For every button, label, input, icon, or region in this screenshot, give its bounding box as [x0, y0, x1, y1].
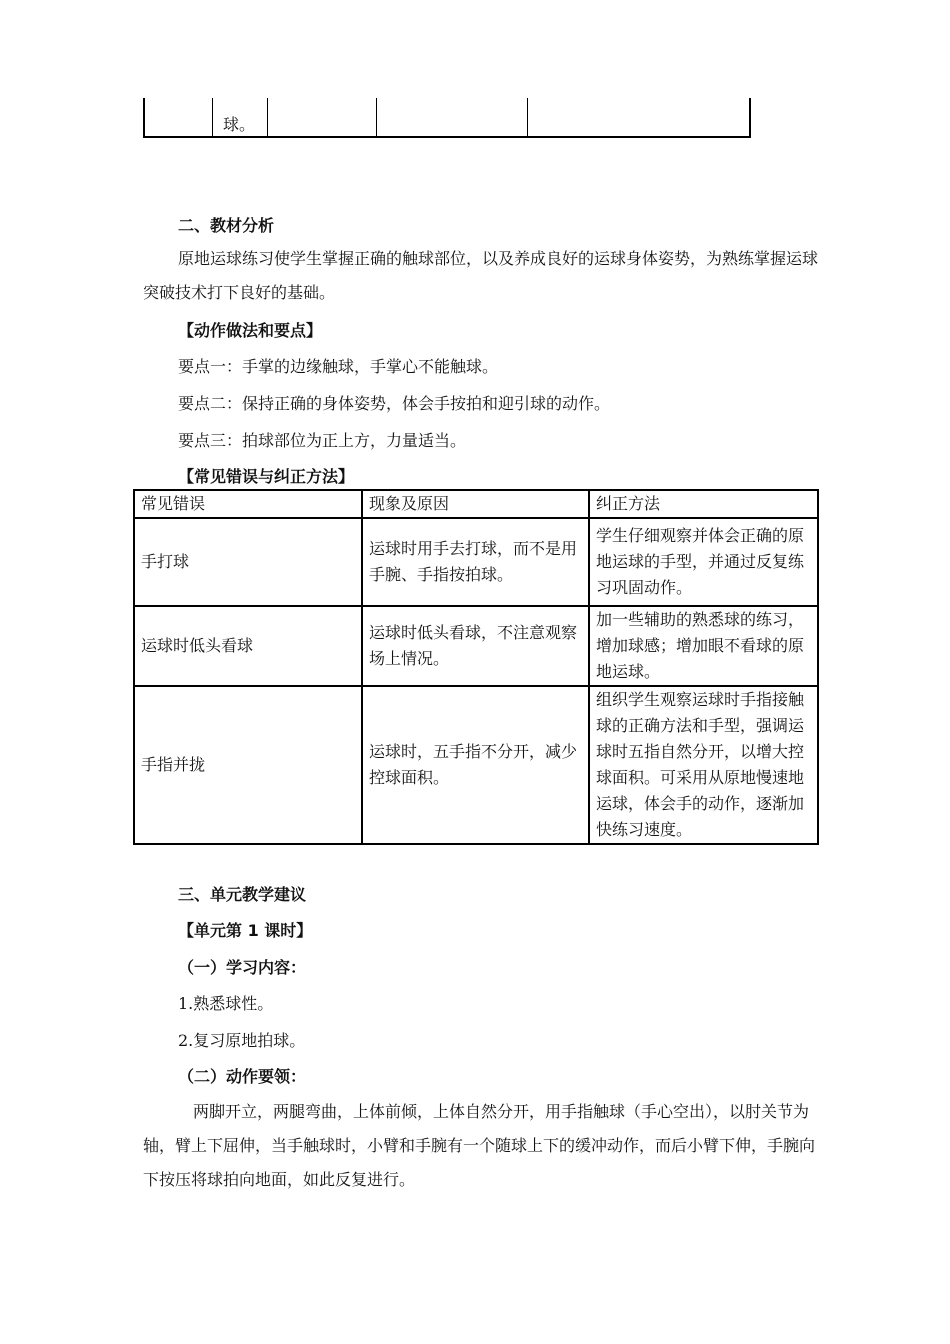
- table-cell: 运球时低头看球: [134, 606, 362, 686]
- table-border: [267, 98, 268, 138]
- table-border: [749, 98, 751, 138]
- lesson-heading: 【单元第 1 课时】: [178, 921, 313, 940]
- list-item: 2.复习原地拍球。: [178, 1031, 306, 1050]
- table-header: 现象及原因: [362, 490, 589, 518]
- key-point: 要点一：手掌的边缘触球，手掌心不能触球。: [178, 357, 499, 376]
- errors-table: [133, 489, 819, 845]
- body-paragraph: 两脚开立，两腿弯曲，上体前倾，上体自然分开，用手指触球（手心空出），以肘关节为轴，臂上下屈伸，当手触球时，小臂和手腕有一个随球上下的缓冲动作，而后小臂下伸，手腕向下按压将球拍向地面，如此反复进行。: [143, 1102, 816, 1189]
- table-border: [212, 98, 213, 138]
- list-item: 1.熟悉球性。: [178, 994, 274, 1013]
- subsection-heading: （二）动作要领：: [178, 1067, 307, 1086]
- table-border: [527, 98, 528, 138]
- subsection-heading: 【动作做法和要点】: [178, 321, 323, 340]
- table-cell: 学生仔细观察并体会正确的原地运球的手型，并通过反复练习巩固动作。: [589, 518, 818, 606]
- table-cell: 运球时低头看球，不注意观察场上情况。: [362, 606, 589, 686]
- table-cell: 球。: [223, 115, 256, 134]
- table-border: [376, 98, 377, 138]
- table-cell: 运球时，五手指不分开，减少控球面积。: [362, 686, 589, 844]
- table-row: [134, 518, 818, 606]
- subsection-heading: 【常见错误与纠正方法】: [178, 467, 355, 486]
- subsection-heading: （一）学习内容：: [178, 958, 307, 977]
- table-cell: 手指并拢: [134, 686, 362, 844]
- table-row: [134, 606, 818, 686]
- table-row: [134, 686, 818, 844]
- table-border: [143, 98, 145, 138]
- table-cell: 组织学生观察运球时手指接触球的正确方法和手型，强调运球时五指自然分开，以增大控球面积。可采用从原地慢速地运球，体会手的动作，逐渐加快练习速度。: [589, 686, 818, 844]
- table-header-row: [134, 490, 818, 518]
- table-cell: 加一些辅助的熟悉球的练习，增加球感；增加眼不看球的原地运球。: [589, 606, 818, 686]
- table-cell: 手打球: [134, 518, 362, 606]
- table-cell: 运球时用手去打球，而不是用手腕、手指按拍球。: [362, 518, 589, 606]
- table-header: 纠正方法: [589, 490, 818, 518]
- section-heading: 三、单元教学建议: [178, 885, 307, 904]
- key-point: 要点三：拍球部位为正上方，力量适当。: [178, 431, 467, 450]
- body-paragraph: 原地运球练习使学生掌握正确的触球部位，以及养成良好的运球身体姿势，为熟练掌握运球突破技术打下良好的基础。: [143, 249, 819, 302]
- table-header: 常见错误: [134, 490, 362, 518]
- key-point: 要点二：保持正确的身体姿势，体会手按拍和迎引球的动作。: [178, 394, 611, 413]
- table-border: [143, 136, 751, 138]
- previous-table-fragment: [143, 98, 751, 138]
- section-heading: 二、教材分析: [178, 216, 275, 235]
